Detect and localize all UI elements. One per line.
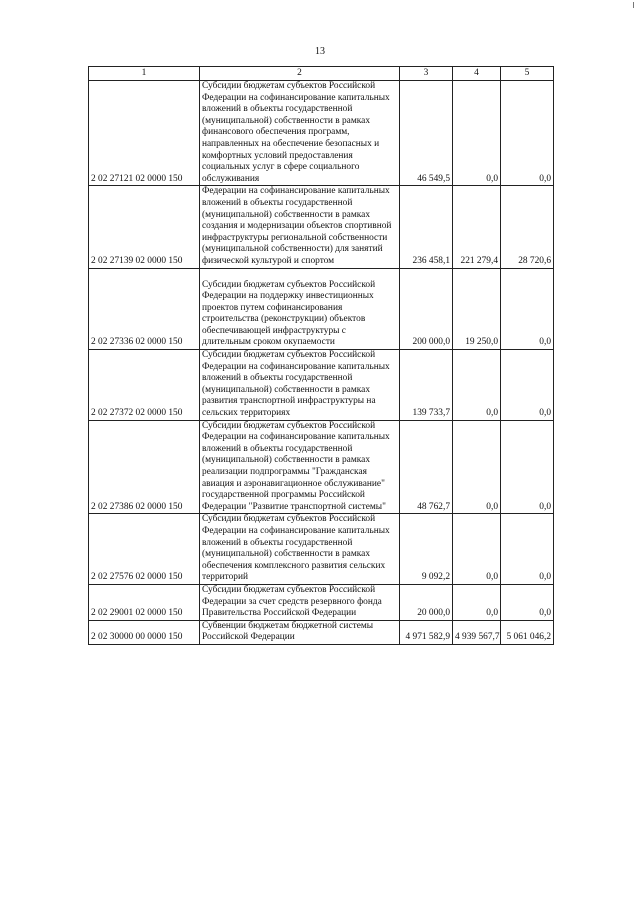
row-description: Субсидии бюджетам субъектов Российской Федерации за счет средств резервного фонда Правительства Российской Федерации <box>200 584 400 620</box>
row-code: 2 02 27121 02 0000 150 <box>89 81 200 186</box>
table-row <box>89 186 554 268</box>
row-description: Субсидии бюджетам субъектов Российской Федерации на софинансирование капитальных вложений в объекты государственной (муниципальной) собственности в рамках финансового обеспечения программ, направленных на обеспечение безопасных и комфортных условий предоставления социальных услуг в сфере социального обслуживания <box>200 81 400 186</box>
table-row <box>89 514 554 585</box>
row-value-col5: 0,0 <box>501 81 554 186</box>
row-value-col4: 19 250,0 <box>453 268 501 350</box>
row-value-col4: 0,0 <box>453 584 501 620</box>
row-value-col5: 28 720,6 <box>501 186 554 268</box>
row-code: 2 02 27139 02 0000 150 <box>89 186 200 268</box>
table-header-row <box>89 67 554 81</box>
row-code: 2 02 27336 02 0000 150 <box>89 268 200 350</box>
row-value-col5: 0,0 <box>501 268 554 350</box>
table-row <box>89 81 554 186</box>
column-header-1: 1 <box>89 67 200 81</box>
row-value-col5: 0,0 <box>501 350 554 421</box>
row-value-col5: 0,0 <box>501 514 554 585</box>
row-code: 2 02 27372 02 0000 150 <box>89 350 200 421</box>
row-code: 2 02 29001 02 0000 150 <box>89 584 200 620</box>
row-value-col3: 4 971 582,9 <box>400 620 453 644</box>
budget-revenue-table <box>88 66 554 645</box>
row-value-col3: 20 000,0 <box>400 584 453 620</box>
table-row <box>89 584 554 620</box>
column-header-4: 4 <box>453 67 501 81</box>
row-value-col3: 200 000,0 <box>400 268 453 350</box>
row-value-col4: 0,0 <box>453 420 501 514</box>
row-value-col3: 139 733,7 <box>400 350 453 421</box>
table-row <box>89 620 554 644</box>
table-row <box>89 268 554 350</box>
table-row <box>89 420 554 514</box>
column-header-5: 5 <box>501 67 554 81</box>
row-value-col3: 48 762,7 <box>400 420 453 514</box>
row-code: 2 02 27576 02 0000 150 <box>89 514 200 585</box>
row-value-col4: 0,0 <box>453 81 501 186</box>
row-value-col4: 0,0 <box>453 350 501 421</box>
row-value-col3: 9 092,2 <box>400 514 453 585</box>
row-description: Субсидии бюджетам субъектов Российской Федерации на софинансирование капитальных вложений в объекты государственной (муниципальной) собственности в рамках развития транспортной инфраструктуры на сельских территориях <box>200 350 400 421</box>
row-value-col4: 221 279,4 <box>453 186 501 268</box>
table-row <box>89 350 554 421</box>
row-description: Федерации на софинансирование капитальных вложений в объекты государственной (муниципальной) собственности в рамках создания и модернизации объектов спортивной инфраструктуры региональной собственности (муниципальной собственности) для занятий физической культурой и спортом <box>200 186 400 268</box>
row-value-col3: 236 458,1 <box>400 186 453 268</box>
row-description: Субсидии бюджетам субъектов Российской Федерации на софинансирование капитальных вложений в объекты государственной (муниципальной) собственности в рамках реализации подпрограммы "Гражданская авиация и аэронавигационное обслуживание" государственной программы Российской Федерации "Развитие транспортной системы" <box>200 420 400 514</box>
row-description: Субвенции бюджетам бюджетной системы Российской Федерации <box>200 620 400 644</box>
column-header-2: 2 <box>200 67 400 81</box>
row-description: Субсидии бюджетам субъектов Российской Федерации на поддержку инвестиционных проектов путем софинансирования строительства (реконструкции) объектов обеспечивающей инфраструктуры с длительным сроком окупаемости <box>200 268 400 350</box>
row-value-col5: 5 061 046,2 <box>501 620 554 644</box>
row-code: 2 02 30000 00 0000 150 <box>89 620 200 644</box>
row-value-col5: 0,0 <box>501 584 554 620</box>
row-value-col3: 46 549,5 <box>400 81 453 186</box>
row-value-col5: 0,0 <box>501 420 554 514</box>
row-value-col4: 0,0 <box>453 514 501 585</box>
row-code: 2 02 27386 02 0000 150 <box>89 420 200 514</box>
row-value-col4: 4 939 567,7 <box>453 620 501 644</box>
page-number: 13 <box>315 46 325 57</box>
scan-edge-mark <box>629 2 634 8</box>
column-header-3: 3 <box>400 67 453 81</box>
row-description: Субсидии бюджетам субъектов Российской Федерации на софинансирование капитальных вложений в объекты государственной (муниципальной) собственности в рамках обеспечения комплексного развития сельских территорий <box>200 514 400 585</box>
